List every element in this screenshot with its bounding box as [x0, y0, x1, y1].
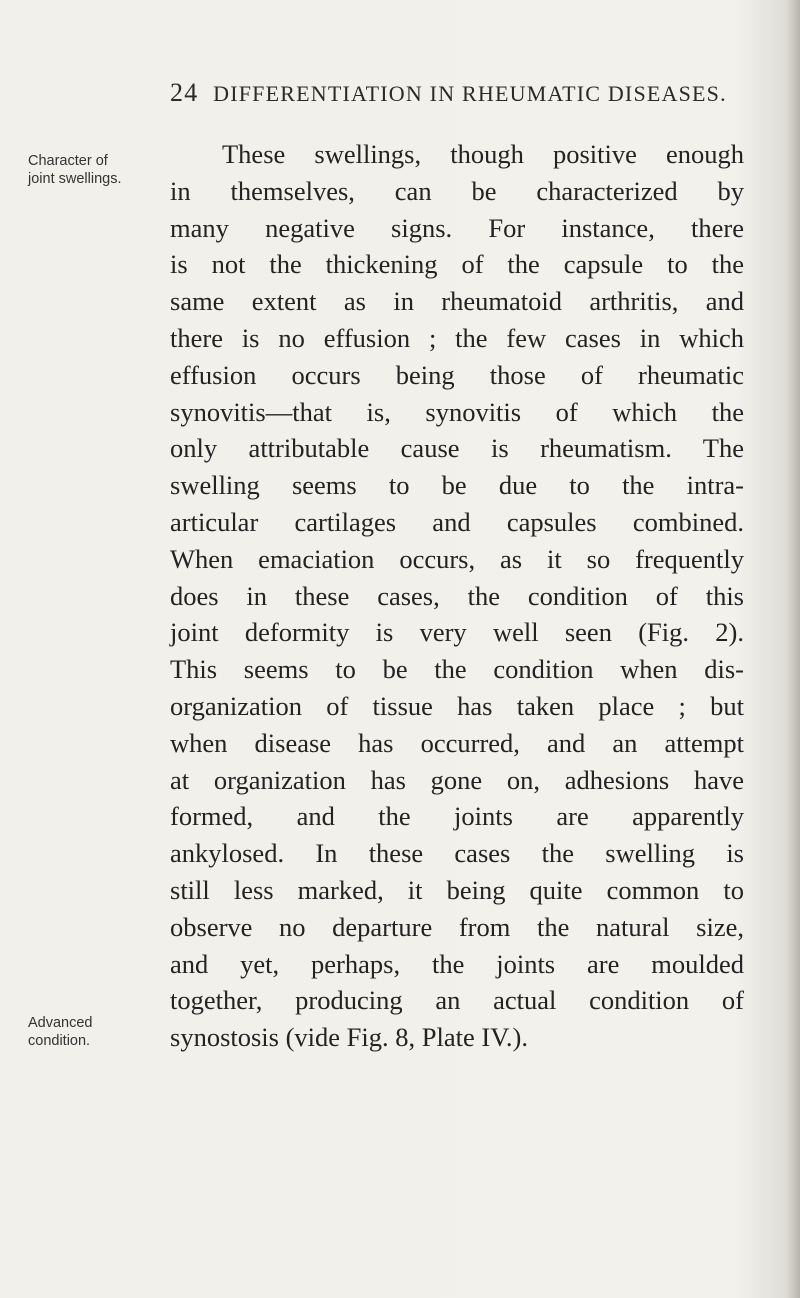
text-line: still less marked, it being quite common to — [170, 874, 744, 905]
text-line: formed, and the joints are apparently — [170, 801, 744, 832]
text-line: joint deformity is very well seen (Fig. 2). — [170, 617, 744, 648]
text-line: This seems to be the condition when dis- — [170, 654, 744, 685]
text-line: only attributable cause is rheumatism. The — [170, 433, 744, 464]
text-line: in themselves, can be characterized by — [170, 175, 744, 206]
text-line: there is no effusion ; the few cases in which — [170, 322, 744, 353]
margin-note-character: Character of joint swellings. — [28, 153, 122, 187]
text-line: does in these cases, the condition of this — [170, 580, 744, 611]
page-number: 24 — [170, 78, 199, 107]
text-line: organization of tissue has taken place ; but — [170, 690, 744, 721]
page-edge-shadow — [786, 0, 800, 1298]
text-line: ankylosed. In these cases the swelling is — [170, 838, 744, 869]
text-line: together, producing an actual condition of — [170, 985, 744, 1016]
text-line: is not the thickening of the capsule to the — [170, 249, 744, 280]
text-line: synovitis—that is, synovitis of which the — [170, 396, 744, 427]
text-line: These swellings, though positive enough — [222, 139, 744, 169]
text-line: at organization has gone on, adhesions have — [170, 764, 744, 795]
text-line: same extent as in rheumatoid arthritis, and — [170, 286, 744, 317]
text-line: synostosis (vide Fig. 8, Plate IV.). — [170, 1022, 529, 1053]
text-line: articular cartilages and capsules combined. — [170, 506, 744, 537]
body-paragraph — [170, 136, 744, 1056]
text-line: many negative signs. For instance, there — [170, 212, 744, 243]
running-header — [170, 78, 760, 108]
text-line: When emaciation occurs, as it so frequently — [170, 543, 744, 574]
text-line: when disease has occurred, and an attempt — [170, 727, 744, 758]
text-line: and yet, perhaps, the joints are moulded — [170, 948, 744, 979]
running-title: DIFFERENTIATION IN RHEUMATIC DISEASES. — [213, 81, 727, 106]
text-line: swelling seems to be due to the intra- — [170, 470, 744, 501]
margin-note-advanced: Advanced condition. — [28, 1015, 93, 1049]
text-line: observe no departure from the natural size, — [170, 911, 744, 942]
text-line: effusion occurs being those of rheumatic — [170, 359, 744, 390]
